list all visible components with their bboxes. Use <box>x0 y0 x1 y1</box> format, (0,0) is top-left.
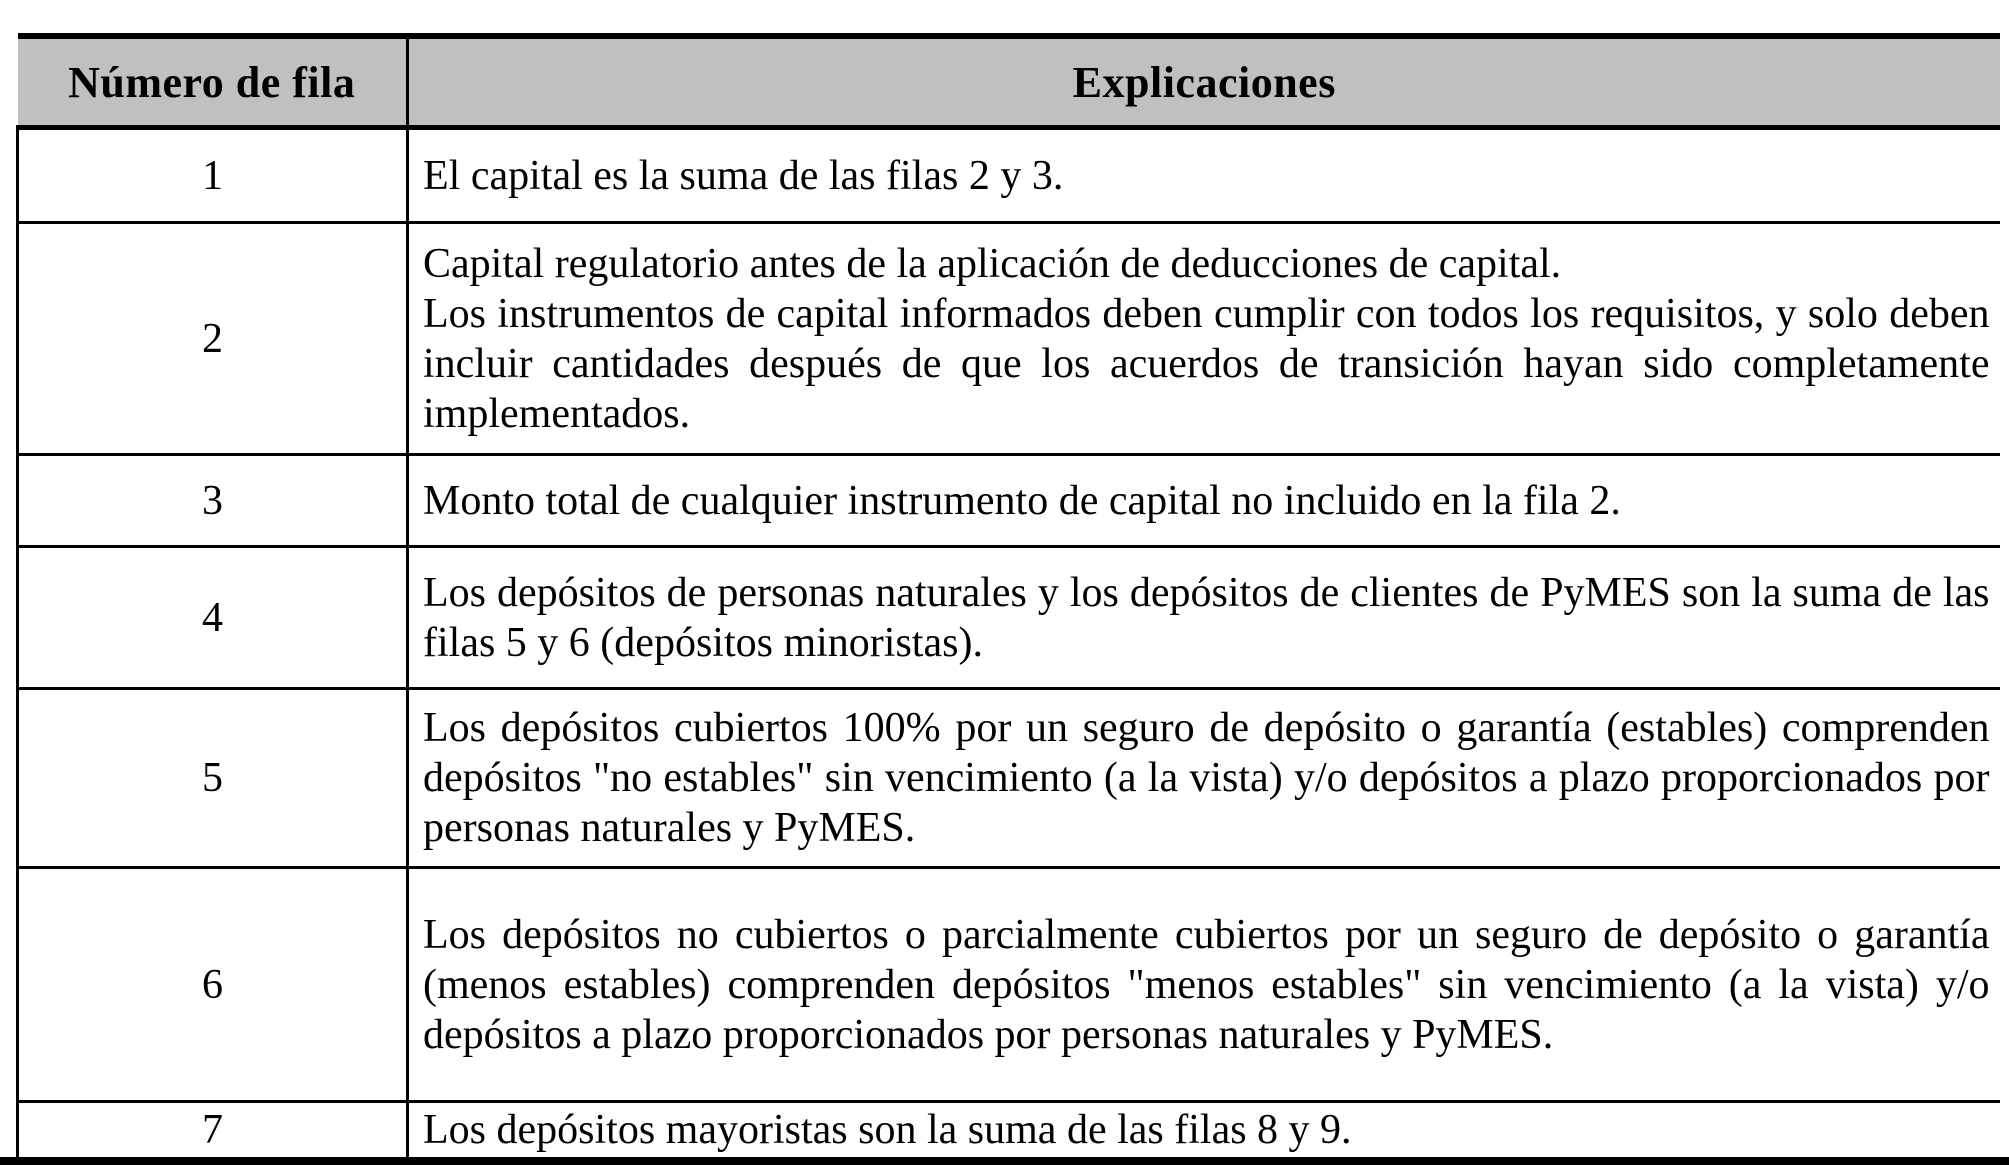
explanation-cell <box>408 223 2000 455</box>
explanation-cell <box>408 689 2000 868</box>
explanations-table <box>16 33 2000 1157</box>
table-row <box>18 689 2000 868</box>
explanations-table-container <box>16 33 1998 1165</box>
table-row <box>18 547 2000 689</box>
table-row <box>18 868 2000 1102</box>
table-row <box>18 223 2000 455</box>
explanation-paragraph: Los depósitos cubiertos 100% por un seguro de depósito o garantía (estables) comprenden depósitos "no estables" sin vencimiento (a la vista) y/o depósitos a plazo proporcionados por personas naturales y PyMES. <box>423 705 1990 851</box>
row-number-cell: 5 <box>18 689 408 868</box>
table-body <box>18 128 2000 1158</box>
row-number-cell: 3 <box>18 455 408 547</box>
explanation-cell <box>408 128 2000 223</box>
header-cell-explanations: Explicaciones <box>408 36 2000 128</box>
table-row <box>18 128 2000 223</box>
explanation-paragraph: Los depósitos de personas naturales y los depósitos de clientes de PyMES son la suma de las filas 5 y 6 (depósitos minoristas). <box>423 569 1990 666</box>
explanation-paragraph: Capital regulatorio antes de la aplicación de deducciones de capital. <box>423 240 1562 287</box>
explanation-paragraph: Monto total de cualquier instrumento de capital no incluido en la fila 2. <box>423 477 1621 524</box>
header-cell-row-number: Número de fila <box>18 36 408 128</box>
table-row <box>18 1102 2000 1158</box>
explanation-paragraph: Los depósitos mayoristas son la suma de las filas 8 y 9. <box>423 1107 1352 1153</box>
table-header <box>18 36 2000 128</box>
explanation-cell <box>408 868 2000 1102</box>
row-number-cell: 2 <box>18 223 408 455</box>
explanation-cell <box>408 547 2000 689</box>
bottom-rule <box>0 1157 2009 1165</box>
explanation-paragraph: Los depósitos no cubiertos o parcialmente cubiertos por un seguro de depósito o garantía (menos estables) comprenden depósitos "menos estables" sin vencimiento (a la vista) y/o depósitos a plazo proporcionados por personas naturales y PyMES. <box>423 911 1990 1058</box>
row-number-cell: 7 <box>18 1102 408 1158</box>
table-row <box>18 455 2000 547</box>
explanation-paragraph: El capital es la suma de las filas 2 y 3. <box>423 152 1064 199</box>
row-number-cell: 6 <box>18 868 408 1102</box>
header-row <box>18 36 2000 128</box>
row-number-cell: 4 <box>18 547 408 689</box>
explanation-cell <box>408 455 2000 547</box>
row-number-cell: 1 <box>18 128 408 223</box>
explanation-cell <box>408 1102 2000 1158</box>
explanation-paragraph: Los instrumentos de capital informados deben cumplir con todos los requisitos, y solo deben incluir cantidades después de que los acuerdos de transición hayan sido completamente implementados. <box>423 290 1990 437</box>
